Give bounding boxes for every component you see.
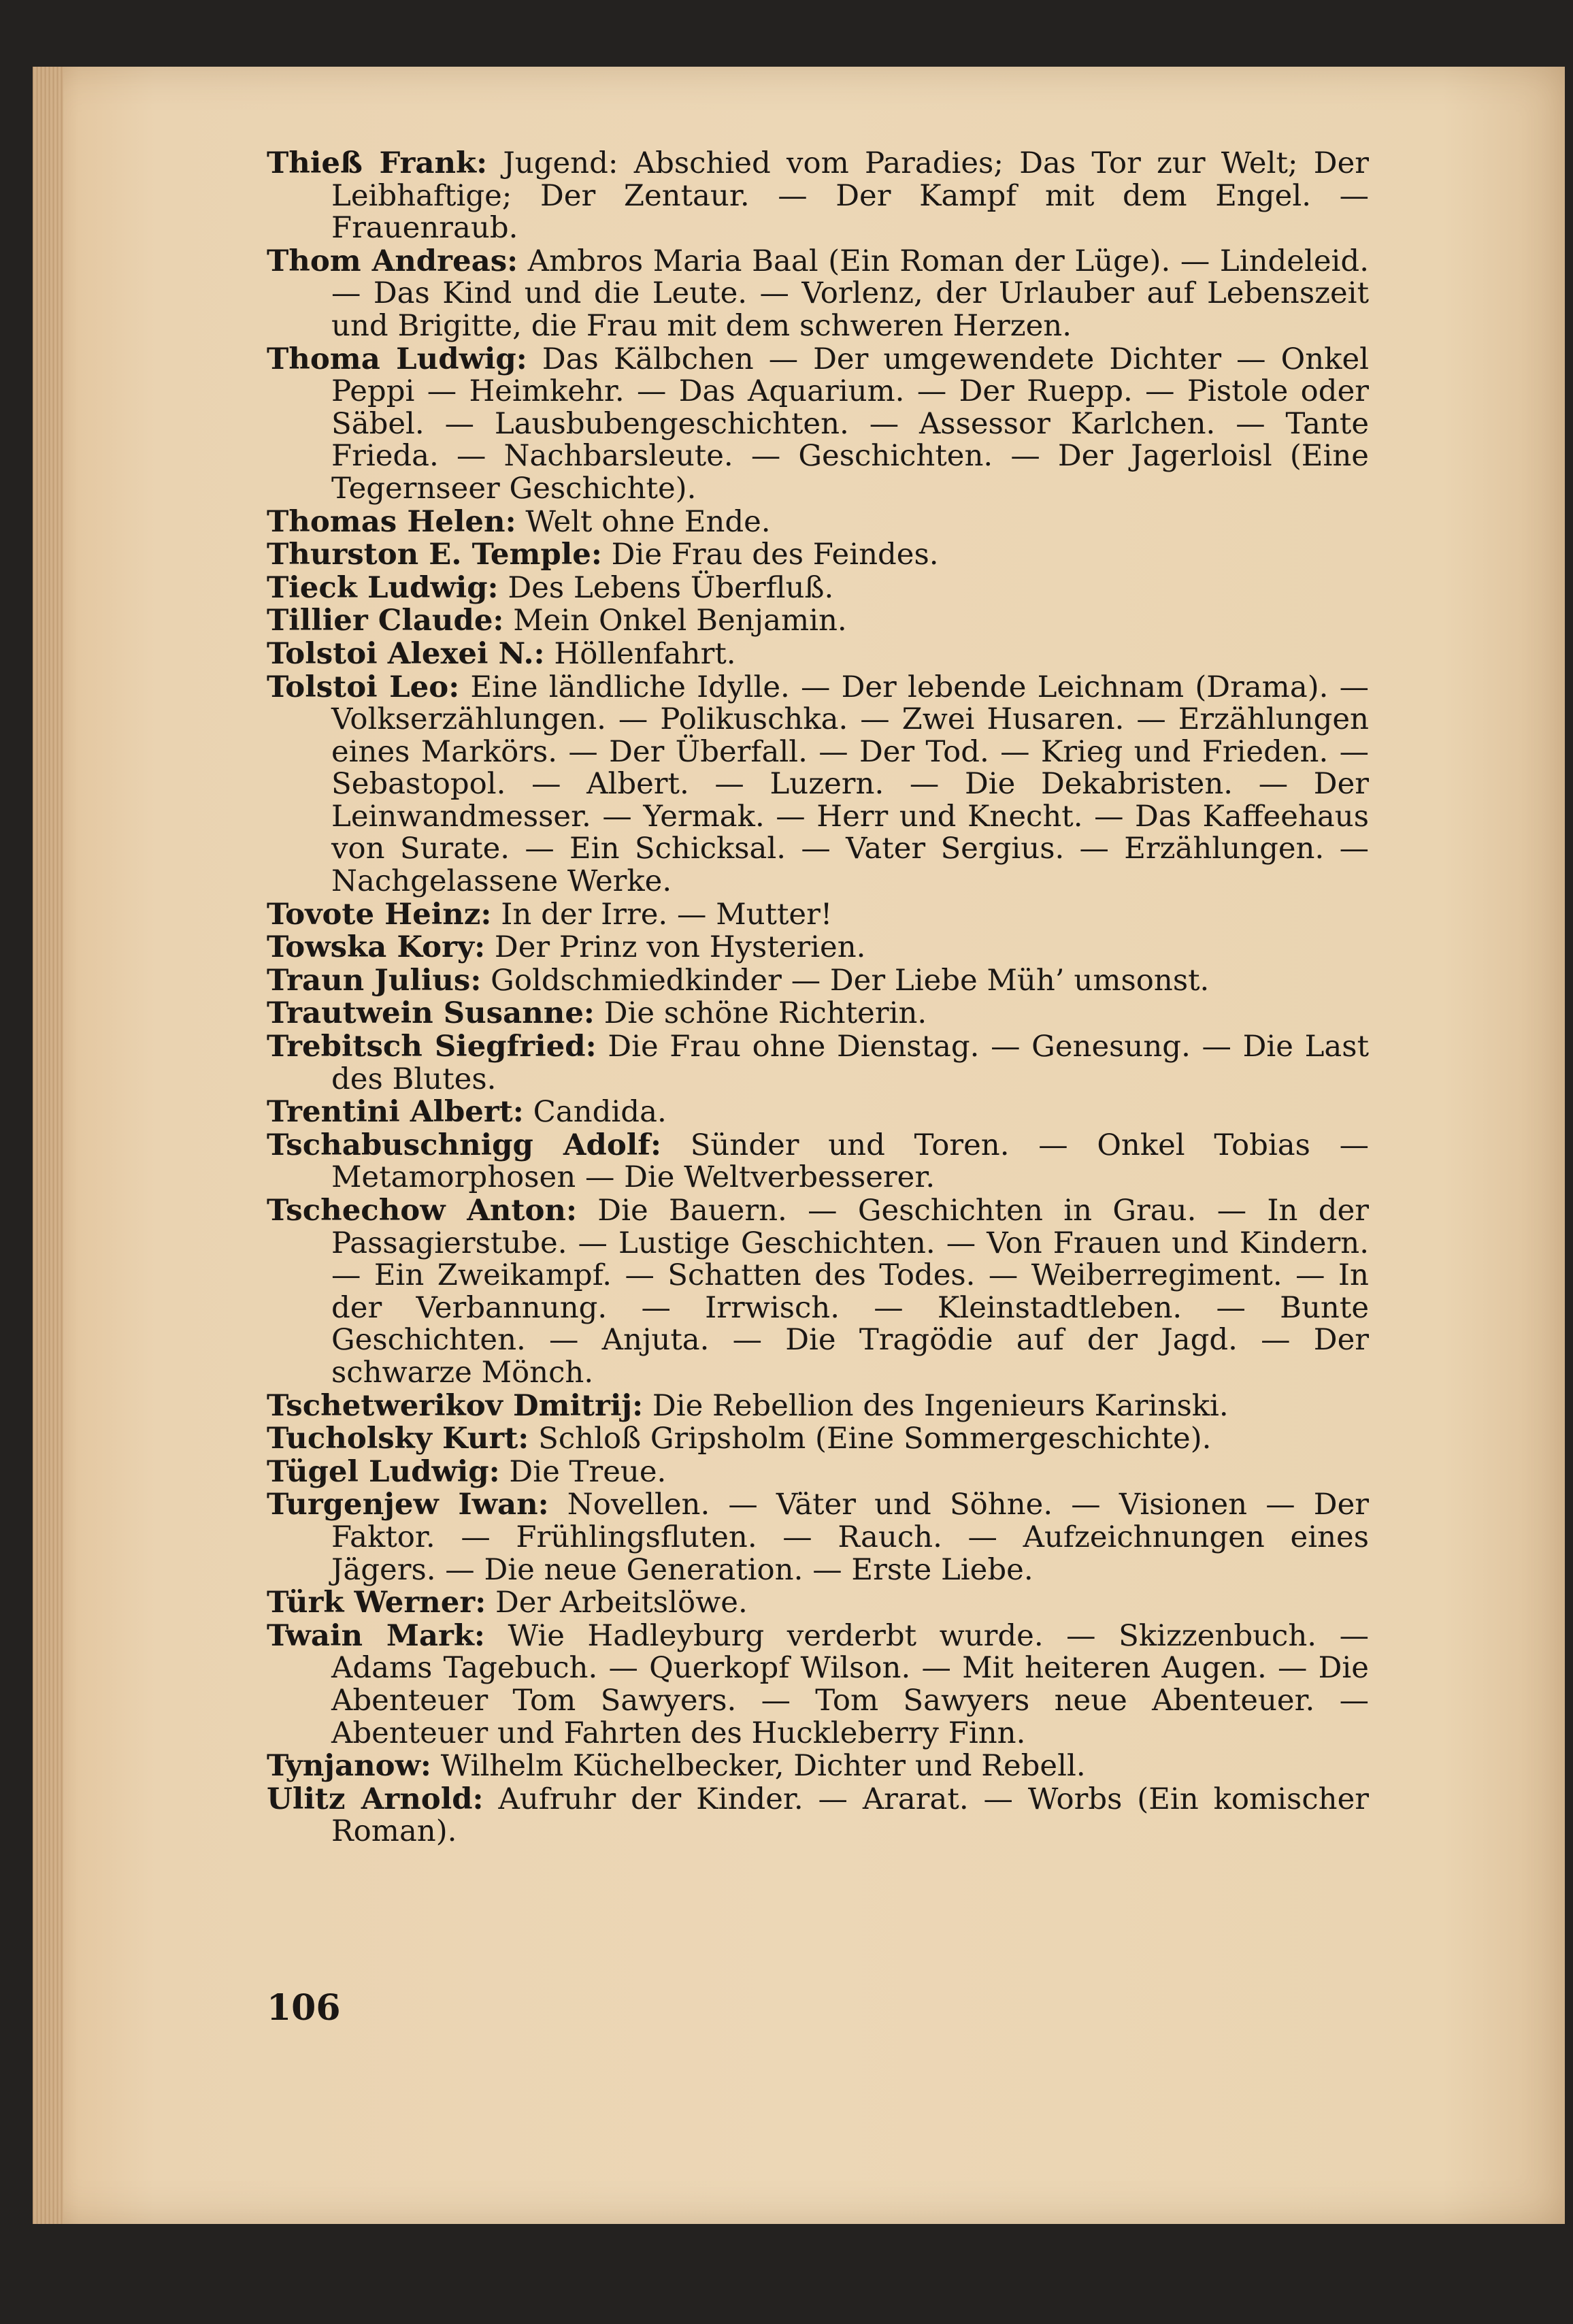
entry-author: Thomas Helen: (267, 504, 516, 539)
entry-author: Turgenjew Iwan: (267, 1487, 549, 1522)
entry-works: Die Frau ohne Dienstag. — Genesung. — Die Last des Blutes. (331, 1030, 1370, 1096)
entry-author: Tschechow Anton: (267, 1193, 577, 1228)
bibliography-entry (267, 671, 1369, 898)
entry-author: Türk Werner: (267, 1585, 486, 1620)
bibliography-entry (267, 1422, 1369, 1456)
entry-author: Tucholsky Kurt: (267, 1421, 529, 1456)
entry-works: Wie Hadleyburg verderbt wurde. — Skizzenbuch. — Adams Tagebuch. — Querkopf Wilson. — Mit heiteren Augen. — Die Abenteuer Tom Sawyers. — Tom Sawyers neue Abenteuer. — Abenteuer und Fahrten des Huckleberry Finn. (331, 1618, 1370, 1750)
entry-works: Welt ohne Ende. (525, 504, 771, 539)
entry-works: Wilhelm Küchelbecker, Dichter und Rebell. (440, 1749, 1086, 1784)
bibliography-entry (267, 1390, 1369, 1423)
entry-works: Die Rebellion des Ingenieurs Karinski. (652, 1388, 1229, 1423)
bibliography-entry (267, 931, 1369, 964)
entry-works: Eine ländliche Idylle. — Der lebende Leichnam (Drama). — Volkserzählungen. — Polikuschka. — Zwei Husaren. — Erzählungen eines Markörs. — Der Überfall. — Der Tod. — Krieg und Frieden. — Sebastopol. — Albert. — Luzern. — Die Dekabristen. — Der Leinwandmesser. — Yermak. — Herr und Knecht. — Das Kaffeehaus von Surate. — Ein Schicksal. — Vater Sergius. — Erzählungen. — Nachgelassene Werke. (331, 670, 1370, 899)
bibliography-entry (267, 538, 1369, 572)
entry-author: Tschetwerikov Dmitrij: (267, 1388, 644, 1423)
entry-author: Thurston E. Temple: (267, 537, 602, 572)
entry-works: Aufruhr der Kinder. — Ararat. — Worbs (Ein komischer Roman). (331, 1782, 1369, 1849)
entry-works: Goldschmiedkinder — Der Liebe Müh’ umsonst. (491, 963, 1210, 998)
bibliography-entry (267, 1620, 1369, 1750)
entry-works: Candida. (533, 1095, 667, 1130)
bibliography-list (267, 147, 1369, 1848)
entry-works: Mein Onkel Benjamin. (513, 604, 847, 638)
bibliography-entry (267, 572, 1369, 605)
entry-works: Der Arbeitslöwe. (495, 1586, 748, 1620)
entry-works: Schloß Gripsholm (Eine Sommergeschichte). (538, 1422, 1212, 1456)
entry-works: Des Lebens Überfluß. (508, 570, 834, 605)
entry-author: Twain Mark: (267, 1618, 485, 1653)
entry-works: In der Irre. — Mutter! (501, 897, 833, 932)
entry-author: Ulitz Arnold: (267, 1781, 484, 1816)
entry-works: Der Prinz von Hysterien. (494, 930, 866, 965)
bibliography-entry (267, 1194, 1369, 1390)
bibliography-entry (267, 1129, 1369, 1194)
entry-works: Höllenfahrt. (554, 636, 736, 671)
entry-author: Thom Andreas: (267, 243, 518, 278)
bibliography-entry (267, 1456, 1369, 1489)
bibliography-entry (267, 638, 1369, 671)
entry-works: Die Bauern. — Geschichten in Grau. — In der Passagierstube. — Lustige Geschichten. — Von Frauen und Kindern. — Ein Zweikampf. — Schatten des Todes. — Weiberregiment. — In der Verbannung. — Irrwisch. — Kleinstadtleben. — Bunte Geschichten. — Anjuta. — Die Tragödie auf der Jagd. — Der schwarze Mönch. (331, 1194, 1370, 1390)
bibliography-entry (267, 1783, 1369, 1848)
bibliography-entry (267, 245, 1369, 343)
bibliography-entry (267, 898, 1369, 932)
entry-author: Tügel Ludwig: (267, 1454, 500, 1489)
entry-author: Trentini Albert: (267, 1094, 524, 1130)
entry-author: Tolstoi Leo: (267, 669, 460, 704)
bibliography-entry (267, 964, 1369, 998)
entry-author: Traun Julius: (267, 962, 482, 998)
bibliography-entry (267, 604, 1369, 638)
entry-author: Thieß Frank: (267, 146, 488, 180)
entry-works: Jugend: Abschied vom Paradies; Das Tor zur Welt; Der Leibhaftige; Der Zentaur. — Der Kampf mit dem Engel. — Frauenraub. (331, 146, 1369, 246)
entry-author: Tschabuschnigg Adolf: (267, 1127, 661, 1162)
entry-works: Novellen. — Väter und Söhne. — Visionen — Der Faktor. — Frühlingsfluten. — Rauch. — Aufzeichnungen eines Jägers. — Die neue Generation. — Erste Liebe. (331, 1488, 1369, 1587)
entry-author: Tynjanow: (267, 1748, 431, 1784)
entry-works: Die Treue. (509, 1454, 667, 1489)
bibliography-entry (267, 343, 1369, 506)
page-edge (33, 67, 63, 2224)
page-number: 106 (267, 1987, 341, 2029)
bibliography-entry (267, 1030, 1369, 1096)
entry-works: Ambros Maria Baal (Ein Roman der Lüge). — Lindeleid. — Das Kind und die Leute. — Vorlenz, der Urlauber auf Lebenszeit und Brigitte, die Frau mit dem schweren Herzen. (331, 244, 1369, 343)
bibliography-entry (267, 147, 1369, 245)
entry-works: Die schöne Richterin. (603, 996, 927, 1031)
entry-works: Die Frau des Feindes. (611, 538, 939, 572)
entry-author: Tovote Heinz: (267, 896, 492, 932)
entry-works: Das Kälbchen — Der umgewendete Dichter — Onkel Peppi — Heimkehr. — Das Aquarium. — Der Ruepp. — Pistole oder Säbel. — Lausbubengeschichten. — Assessor Karlchen. — Tante Frieda. — Nachbarsleute. — Geschichten. — Der Jagerloisl (Eine Tegernseer Geschichte). (331, 342, 1370, 506)
bibliography-entry (267, 1586, 1369, 1620)
bibliography-entry (267, 506, 1369, 539)
bibliography-entry (267, 997, 1369, 1030)
entry-author: Trebitsch Siegfried: (267, 1029, 597, 1064)
entry-author: Tillier Claude: (267, 603, 504, 638)
entry-author: Tolstoi Alexei N.: (267, 636, 545, 671)
bibliography-entry (267, 1488, 1369, 1586)
entry-author: Thoma Ludwig: (267, 341, 527, 376)
entry-author: Tieck Ludwig: (267, 570, 499, 605)
entry-author: Trautwein Susanne: (267, 996, 595, 1031)
bibliography-entry (267, 1096, 1369, 1129)
bibliography-entry (267, 1750, 1369, 1783)
entry-author: Towska Kory: (267, 930, 486, 965)
entry-works: Sünder und Toren. — Onkel Tobias — Metamorphosen — Die Weltverbesserer. (331, 1128, 1370, 1195)
